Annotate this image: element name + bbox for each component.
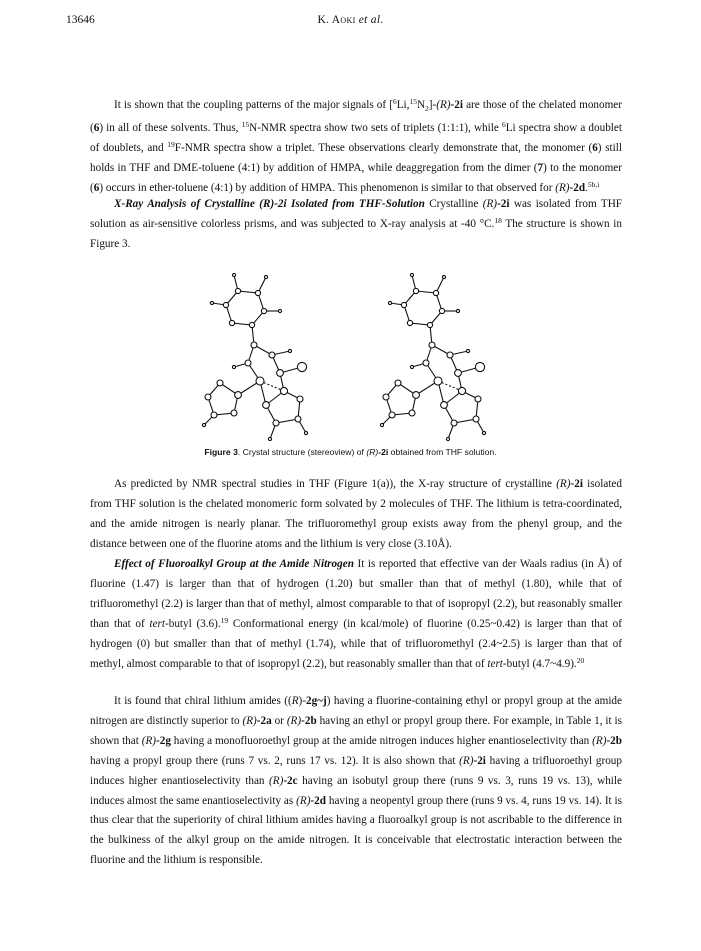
text-run: (R)	[592, 734, 607, 747]
text-run: 6	[392, 97, 397, 106]
text-run: Crystalline	[424, 198, 483, 210]
text-run: ) occurs in ether-toluene (4:1) by addition of HMPA. This phenomenon is similar to that observed for	[99, 181, 556, 194]
text-run: R	[291, 695, 299, 707]
text-run: having a neopentyl group there (runs 9 vs. 4, runs 19 vs. 14). It is thus clear that the superiority of chiral lithium amides having a fluoroalkyl group is not ascribable to the difference in the bulkiness of the alkyl group on the amide nitrogen. It is conceivable that electrostatic interaction between the fluorine and the lithium is responsible.	[90, 794, 623, 867]
paragraph-chiral-amides	[90, 692, 622, 871]
text-run: Conformational energy (in kcal/mole) of fluorine (0.25~0.42) is larger than that of hydrogen (0) but smaller than that of methyl (1.74), while that of trifluoromethyl (2.4~2.5) is larger than that of methyl, almost comparable to that of isopropyl (2.2), but reasonably smaller than that of	[90, 617, 622, 670]
figure-label: Figure 3	[204, 447, 238, 457]
text-run: ) having a fluorine-containing ethyl or propyl group at the amide nitrogen are distinctly superior to	[90, 695, 622, 727]
text-run: -butyl (4.7~4.9).	[502, 657, 577, 670]
text-run: having a propyl group there (runs 7 vs. 2, runs 17 vs. 12). It is also shown that	[90, 754, 460, 767]
text-run: 19	[220, 615, 229, 625]
text-run: or	[271, 714, 287, 727]
crystal-structure-stereoview-figure	[168, 263, 548, 441]
author-name: K. Aoki	[317, 14, 356, 26]
text-run: (R)	[141, 734, 157, 747]
text-run: -2g	[156, 734, 171, 747]
text-run: -2b	[606, 734, 622, 747]
text-run: tert	[487, 657, 503, 670]
paragraph-nmr-findings	[90, 96, 622, 199]
text-run: -2a	[256, 714, 272, 727]
crystal-structure-molecule	[202, 273, 307, 440]
text-run: -2i	[473, 754, 486, 767]
text-run: (R)	[436, 99, 451, 111]
text-run: ]-	[428, 99, 437, 111]
text-run: having an isobutyl group there (runs 9 vs. 3, runs 19 vs. 13), while induces almost the same enantioselectivity as	[90, 774, 622, 807]
text-run: As predicted by NMR spectral studies in THF (Figure 1(a)), the X-ray structure of crystalline	[114, 478, 557, 490]
text-run: was isolated from THF solution as air-sensitive colorless prisms, and was subjected to X-ray analysis at -40 °C.	[90, 198, 622, 230]
text-run: -2b	[301, 714, 317, 727]
text-run: N-NMR spectra show two sets of triplets (1:1:1), while	[249, 122, 502, 135]
text-run: -2i	[450, 99, 463, 111]
section-heading-xray: X-Ray Analysis of Crystalline (R)-2i Isolated from THF-Solution	[114, 198, 425, 210]
text-run: 2	[425, 104, 429, 114]
text-run: -2i	[497, 198, 510, 210]
text-run: ) to the monomer (	[90, 161, 622, 194]
text-run: 6	[592, 142, 598, 155]
text-run: (R)	[482, 198, 498, 210]
text-run: are those of the chelated monomer (	[90, 99, 622, 135]
text-run: 18	[494, 215, 502, 225]
paragraph-xray-analysis	[90, 195, 622, 255]
text-run: 19	[167, 140, 175, 150]
text-run: The structure is shown in Figure 3.	[90, 217, 622, 250]
text-run: -2d	[310, 794, 326, 807]
author-suffix: et al.	[358, 14, 384, 26]
text-run: -butyl (3.6).	[165, 617, 221, 630]
text-run: 2g~j	[305, 695, 327, 707]
text-run: .	[585, 181, 588, 194]
paragraph-fluoroalkyl-effect	[90, 555, 622, 674]
text-run: Li,	[396, 99, 410, 111]
text-run: N	[416, 99, 426, 111]
text-run: )-	[298, 695, 306, 707]
text-run: 6	[93, 122, 100, 135]
section-heading-fluoroalkyl: Effect of Fluoroalkyl Group at the Amide Nitrogen	[114, 558, 354, 570]
text-run: (R)	[269, 774, 284, 787]
running-header	[0, 14, 701, 26]
text-run: (R)	[556, 478, 571, 490]
text-run: -2c	[283, 774, 298, 787]
text-run: 15	[409, 97, 417, 106]
text-run: having a monofluoroethyl group at the amide nitrogen induces higher enantioselectivity than	[170, 734, 593, 747]
text-run: (R)	[555, 181, 570, 194]
text-run: 5b,i	[587, 179, 600, 189]
text-run: 15	[241, 120, 250, 130]
text-run: having a trifluoroethyl group induces higher enantioselectivity than	[90, 754, 622, 787]
text-run: having an ethyl or propyl group there. For example, in Table 1, it is shown that	[90, 714, 622, 747]
text-run: 20	[576, 655, 585, 665]
text-run: tert	[149, 617, 166, 630]
text-run: (R)	[459, 754, 474, 767]
text-run: F-NMR spectra show a triplet. These observations clearly demonstrate that, the monomer (	[174, 142, 593, 155]
text-run: isolated from THF solution is the chelated monomeric form solvated by 2 molecules of THF. The lithium is tetra-coordinated, and the amide nitrogen is nearly planar. The trifluoromethyl group exists away from the phenyl group, and the distance between one of the fluorine atoms and the lithium is very close (3.10Å).	[90, 478, 622, 550]
page-number: 13646	[66, 14, 95, 26]
text-run: It is shown that the coupling patterns of the major signals of [	[114, 99, 393, 111]
text-run: It is reported that effective van der Waals radius (in Å) of fluorine (1.47) is larger than that of hydrogen (1.20) but smaller than that of methyl (1.80), while that of trifluoromethyl (2.2) is larger than that of methyl, almost comparable to that of isopropyl (2.2), but reasonably smaller than that of	[90, 558, 622, 630]
text-run: It is found that chiral lithium amides ((	[114, 695, 292, 707]
text-run: ) still holds in THF and DME-toluene (4:1) by addition of HMPA, while deaggregation from the dimer (	[90, 142, 622, 174]
text-run: (R)	[242, 714, 257, 727]
crystal-structure-molecule-stereo-copy	[380, 273, 485, 440]
text-run: ) in all of these solvents. Thus,	[99, 122, 242, 135]
text-run: (R)	[286, 714, 302, 727]
text-run: -2i	[570, 478, 583, 490]
text-run: 6	[501, 120, 506, 130]
text-run: Li spectra show a doublet of doublets, and	[90, 122, 622, 155]
text-run: (R)	[296, 794, 311, 807]
text-run: 7	[537, 161, 544, 174]
text-run: 6	[93, 181, 100, 194]
text-run: -2d	[569, 181, 586, 194]
paragraph-xray-structure	[90, 475, 622, 555]
figure-caption: Figure 3. Crystal structure (stereoview) of (R)-2i obtained from THF solution.	[204, 447, 497, 457]
